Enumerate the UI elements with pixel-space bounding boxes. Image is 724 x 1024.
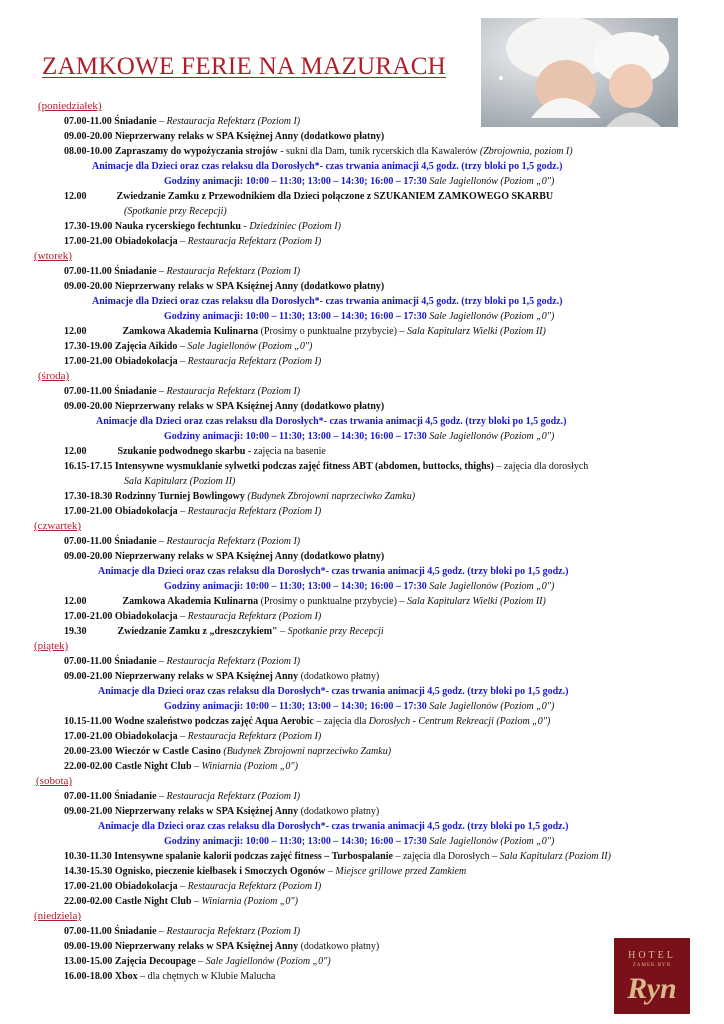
event-time: 16.00-18.00 (64, 971, 113, 982)
event-time: 12.00 (64, 596, 87, 607)
event-title: Nieprzerwany relaks w SPA Księżnej Anny (114, 806, 299, 817)
event-title: Śniadanie (114, 536, 157, 547)
event-title: Szukanie podwodnego skarbu (117, 446, 246, 457)
event-detail: – (156, 116, 167, 127)
event-time: 16.15-17.15 (64, 461, 113, 472)
event-title: Zajęcia Decoupage (114, 956, 196, 967)
logo-line-2: ZAMEK RYN (632, 963, 672, 968)
schedule-row (0, 789, 724, 804)
animation-info-line: Animacje dla Dzieci oraz czas relaksu dla Dorosłych*- czas trwania animacji 4,5 godz. (trzy bloki po 1,5 godz.) (98, 821, 569, 832)
animation-location: Sale Jagiellonów (Poziom „0") (429, 176, 555, 187)
event-detail: – zajęcia dla Dorosłych – (392, 851, 500, 862)
event-detail: – (177, 731, 188, 742)
event-time: 17.00-21.00 (64, 611, 113, 622)
event-title: Obiadokolacja (114, 731, 178, 742)
animation-location: Sale Jagiellonów (Poziom „0") (429, 581, 555, 592)
animation-info-line: Animacje dla Dzieci oraz czas relaksu dla Dorosłych*- czas trwania animacji 4,5 godz. (trzy bloki po 1,5 godz.) (98, 686, 569, 697)
event-time: 09.00-20.00 (64, 551, 113, 562)
schedule-row (0, 759, 724, 774)
animation-hours-line (0, 699, 724, 714)
event-location: Sala Kapitularz Wielki (Poziom II) (406, 326, 546, 337)
event-location: Restauracja Refektarz (Poziom I) (166, 791, 301, 802)
schedule-row (0, 234, 724, 249)
animation-location: Sale Jagiellonów (Poziom „0") (429, 311, 555, 322)
schedule-row (0, 219, 724, 234)
event-time: 07.00-11.00 (64, 386, 112, 397)
event-title: Śniadanie (114, 386, 157, 397)
day-heading: (wtorek) (34, 250, 72, 262)
event-time: 07.00-11.00 (64, 266, 112, 277)
event-title: Wodne szaleństwo podczas zajęć Aqua Aerobic (114, 716, 314, 727)
animation-info-line: Animacje dla Dzieci oraz czas relaksu dla Dorosłych*- czas trwania animacji 4,5 godz. (trzy bloki po 1,5 godz.) (92, 161, 563, 172)
event-time: 17.30-18.30 (64, 491, 113, 502)
event-title: Zamkowa Akademia Kulinarna (122, 596, 259, 607)
schedule-row (0, 669, 724, 684)
animation-hours-line (0, 834, 724, 849)
day-heading: (piątek) (34, 640, 69, 652)
event-title: Ognisko, pieczenie kiełbasek i Smoczych Ogonów (114, 866, 326, 877)
schedule-row (0, 264, 724, 279)
event-continuation: Sala Kapitularz (Poziom II) (124, 476, 236, 487)
event-title: Rodzinny Turniej Bowlingowy (114, 491, 245, 502)
event-title: Śniadanie (114, 656, 157, 667)
event-detail: – (177, 356, 188, 367)
animation-hours: Godziny animacji: 10:00 – 11:30; 13:00 – 14:30; 16:00 – 17:30 (164, 311, 427, 322)
day-heading: (czwartek) (34, 520, 82, 532)
schedule-row (0, 324, 724, 339)
schedule-row (0, 939, 724, 954)
schedule-row (0, 144, 724, 159)
event-continuation: (Spotkanie przy Recepcji) (124, 206, 227, 217)
event-detail: – zajęcia dla (313, 716, 369, 727)
event-time: 19.30 (64, 626, 87, 637)
event-title: Obiadokolacja (114, 236, 178, 247)
event-title: Castle Night Club (114, 896, 192, 907)
event-time: 09.00-20.00 (64, 131, 113, 142)
schedule-row (0, 969, 724, 984)
animation-hours-line (0, 579, 724, 594)
event-title: Obiadokolacja (114, 356, 178, 367)
animation-hours: Godziny animacji: 10:00 – 11:30; 13:00 – 14:30; 16:00 – 17:30 (164, 176, 427, 187)
event-location: Spotkanie przy Recepcji (287, 626, 384, 637)
event-time: 17.00-21.00 (64, 506, 113, 517)
animation-hours: Godziny animacji: 10:00 – 11:30; 13:00 – 14:30; 16:00 – 17:30 (164, 431, 427, 442)
event-title: Obiadokolacja (114, 506, 178, 517)
event-location: Restauracja Refektarz (Poziom I) (166, 386, 301, 397)
schedule-row (0, 279, 724, 294)
event-title: Zwiedzanie Zamku z „dreszczykiem" (117, 626, 278, 637)
event-title: Nieprzerwany relaks w SPA Księżnej Anny (dodatkowo płatny) (114, 281, 385, 292)
schedule-row (0, 354, 724, 369)
event-detail: – (325, 866, 336, 877)
event-location: Sala Kapitularz (Poziom II) (499, 851, 611, 862)
schedule-row (0, 894, 724, 909)
event-detail: (dodatkowo płatny) (298, 941, 380, 952)
animation-location: Sale Jagiellonów (Poziom „0") (429, 701, 555, 712)
event-time: 09.00-20.00 (64, 401, 113, 412)
event-detail: - zajęcia na basenie (245, 446, 326, 457)
event-time: 08.00-10.00 (64, 146, 113, 157)
event-detail: – (156, 656, 167, 667)
animation-hours: Godziny animacji: 10:00 – 11:30; 13:00 – 14:30; 16:00 – 17:30 (164, 581, 427, 592)
event-time: 17.00-21.00 (64, 881, 113, 892)
schedule-row (0, 459, 724, 474)
event-location: Restauracja Refektarz (Poziom I) (166, 116, 301, 127)
animation-info-line: Animacje dla Dzieci oraz czas relaksu dla Dorosłych*- czas trwania animacji 4,5 godz. (trzy bloki po 1,5 godz.) (96, 416, 567, 427)
event-detail: – (195, 956, 206, 967)
event-location: (Zbrojownia, poziom I) (479, 146, 573, 157)
day-heading: (sobota) (36, 775, 73, 787)
animation-hours-line (0, 174, 724, 189)
schedule-row (0, 444, 724, 459)
schedule-row (0, 594, 724, 609)
event-location: Winiarnia (Poziom „0") (201, 896, 298, 907)
schedule (0, 99, 724, 984)
event-detail: – (156, 791, 167, 802)
day-heading: (niedziela) (34, 910, 82, 922)
event-title: Obiadokolacja (114, 881, 178, 892)
event-title: Nieprzerwany relaks w SPA Księżnej Anny (dodatkowo płatny) (114, 401, 385, 412)
event-location: Restauracja Refektarz (Poziom I) (187, 731, 322, 742)
logo-line-1: HOTEL (628, 950, 676, 961)
schedule-row (0, 654, 724, 669)
event-time: 17.00-21.00 (64, 356, 113, 367)
event-detail: – (177, 611, 188, 622)
schedule-row (0, 129, 724, 144)
event-detail: – (177, 506, 188, 517)
event-title: Nieprzerwany relaks w SPA Księżnej Anny (dodatkowo płatny) (114, 551, 385, 562)
event-location: Restauracja Refektarz (Poziom I) (187, 356, 322, 367)
event-title: Śniadanie (114, 266, 157, 277)
event-time: 22.00-02.00 (64, 761, 113, 772)
event-location: Sale Jagiellonów (Poziom „0") (187, 341, 313, 352)
event-title: Nieprzerwany relaks w SPA Księżnej Anny (114, 941, 299, 952)
event-title: Intensywne spalanie kalorii podczas zajęć fitness – Turbospalanie (114, 851, 393, 862)
schedule-row (0, 339, 724, 354)
event-time: 09.00-21.00 (64, 806, 113, 817)
event-time: 17.00-21.00 (64, 236, 113, 247)
event-detail: – (156, 386, 167, 397)
animation-location: Sale Jagiellonów (Poziom „0") (429, 836, 555, 847)
event-title: Nieprzerwany relaks w SPA Księżnej Anny (114, 671, 299, 682)
event-detail: – (277, 626, 288, 637)
event-time: 09.00-21.00 (64, 671, 113, 682)
event-location: Dorosłych - Centrum Rekreacji (Poziom „0") (368, 716, 551, 727)
event-time: 07.00-11.00 (64, 926, 112, 937)
schedule-row (0, 534, 724, 549)
event-time: 20.00-23.00 (64, 746, 113, 757)
schedule-row (0, 114, 724, 129)
event-location: Restauracja Refektarz (Poziom I) (187, 611, 322, 622)
schedule-row (0, 489, 724, 504)
event-detail: - (240, 221, 250, 232)
event-location: (Budynek Zbrojowni naprzeciwko Zamku) (247, 491, 416, 502)
event-title: Obiadokolacja (114, 611, 178, 622)
event-detail: – (177, 881, 188, 892)
schedule-row (0, 189, 724, 204)
event-time: 07.00-11.00 (64, 116, 112, 127)
schedule-row (0, 384, 724, 399)
event-location: Restauracja Refektarz (Poziom I) (166, 266, 301, 277)
event-time: 13.00-15.00 (64, 956, 113, 967)
event-title: Śniadanie (114, 791, 157, 802)
event-location: Sale Jagiellonów (Poziom „0") (205, 956, 331, 967)
schedule-row (0, 954, 724, 969)
event-title: Intensywne wysmuklanie sylwetki podczas zajęć fitness ABT (abdomen, buttocks, thighs) (114, 461, 494, 472)
event-time: 12.00 (64, 446, 87, 457)
event-detail: (dodatkowo płatny) (298, 806, 380, 817)
event-title: Zajęcia Aikido (114, 341, 178, 352)
event-time: 14.30-15.30 (64, 866, 113, 877)
event-location: Dziedziniec (Poziom I) (249, 221, 341, 232)
event-time: 17.30-19.00 (64, 221, 113, 232)
event-detail: - sukni dla Dam, tunik rycerskich dla Kawalerów (277, 146, 480, 157)
schedule-row (0, 549, 724, 564)
event-detail: (Prosimy o punktualne przybycie) – (258, 596, 407, 607)
schedule-row (0, 849, 724, 864)
event-time: 07.00-11.00 (64, 656, 112, 667)
schedule-row (0, 609, 724, 624)
event-detail: – zajęcia dla dorosłych (493, 461, 589, 472)
event-time: 09.00-19.00 (64, 941, 113, 952)
page-title: ZAMKOWE FERIE NA MAZURACH (42, 53, 447, 80)
event-detail: – (191, 761, 202, 772)
schedule-row (0, 729, 724, 744)
event-time: 12.00 (64, 191, 87, 202)
event-title: Wieczór w Castle Casino (114, 746, 221, 757)
day-heading: (środa) (38, 370, 70, 382)
event-detail: – (156, 266, 167, 277)
schedule-row (0, 924, 724, 939)
animation-hours-line (0, 309, 724, 324)
event-title: Castle Night Club (114, 761, 192, 772)
animation-info-line: Animacje dla Dzieci oraz czas relaksu dla Dorosłych*- czas trwania animacji 4,5 godz. (trzy bloki po 1,5 godz.) (98, 566, 569, 577)
schedule-row (0, 504, 724, 519)
event-location: Sala Kapitularz Wielki (Poziom II) (406, 596, 546, 607)
event-title: Śniadanie (114, 926, 157, 937)
schedule-row (0, 624, 724, 639)
event-detail: Zwiedzanie Zamku z Przewodnikiem dla Dzieci połączone z SZUKANIEM ZAMKOWEGO SKARBU (116, 191, 554, 202)
animation-hours-line (0, 429, 724, 444)
day-heading: (poniedziałek) (38, 100, 102, 112)
logo-line-3: Ryn (627, 972, 677, 1005)
event-location: Restauracja Refektarz (Poziom I) (187, 881, 322, 892)
event-title: Nauka rycerskiego fechtunku (114, 221, 241, 232)
event-time: 07.00-11.00 (64, 536, 112, 547)
event-location: Miejsce grillowe przed Zamkiem (335, 866, 467, 877)
event-detail: (dodatkowo płatny) (298, 671, 380, 682)
event-detail: – (156, 536, 167, 547)
event-location: Winiarnia (Poziom „0") (201, 761, 298, 772)
animation-location: Sale Jagiellonów (Poziom „0") (429, 431, 555, 442)
event-title: Śniadanie (114, 116, 157, 127)
event-detail: – (177, 341, 188, 352)
event-time: 12.00 (64, 326, 87, 337)
event-time: 17.00-21.00 (64, 731, 113, 742)
event-location: Restauracja Refektarz (Poziom I) (187, 236, 322, 247)
schedule-row (0, 744, 724, 759)
event-time: 07.00-11.00 (64, 791, 112, 802)
event-title: Xbox (114, 971, 138, 982)
event-detail: – (156, 926, 167, 937)
event-detail: – dla chętnych w Klubie Malucha (137, 971, 276, 982)
event-location: Restauracja Refektarz (Poziom I) (187, 506, 322, 517)
event-detail: (Prosimy o punktualne przybycie) – (258, 326, 407, 337)
event-title: Nieprzerwany relaks w SPA Księżnej Anny (dodatkowo płatny) (114, 131, 385, 142)
event-time: 17.30-19.00 (64, 341, 113, 352)
animation-hours: Godziny animacji: 10:00 – 11:30; 13:00 – 14:30; 16:00 – 17:30 (164, 836, 427, 847)
event-detail: – (177, 236, 188, 247)
schedule-row (0, 804, 724, 819)
animation-info-line: Animacje dla Dzieci oraz czas relaksu dla Dorosłych*- czas trwania animacji 4,5 godz. (trzy bloki po 1,5 godz.) (92, 296, 563, 307)
event-location: Restauracja Refektarz (Poziom I) (166, 656, 301, 667)
event-title: Zamkowa Akademia Kulinarna (122, 326, 259, 337)
schedule-row (0, 714, 724, 729)
schedule-row (0, 399, 724, 414)
event-time: 10.15-11.00 (64, 716, 112, 727)
schedule-row (0, 879, 724, 894)
event-title: Zapraszamy do wypożyczania strojów (114, 146, 278, 157)
event-time: 09.00-20.00 (64, 281, 113, 292)
event-time: 22.00-02.00 (64, 896, 113, 907)
event-location: (Budynek Zbrojowni naprzeciwko Zamku) (223, 746, 392, 757)
event-detail: – (191, 896, 202, 907)
schedule-row (0, 864, 724, 879)
event-location: Restauracja Refektarz (Poziom I) (166, 536, 301, 547)
animation-hours: Godziny animacji: 10:00 – 11:30; 13:00 – 14:30; 16:00 – 17:30 (164, 701, 427, 712)
event-location: Restauracja Refektarz (Poziom I) (166, 926, 301, 937)
event-time: 10.30-11.30 (64, 851, 112, 862)
